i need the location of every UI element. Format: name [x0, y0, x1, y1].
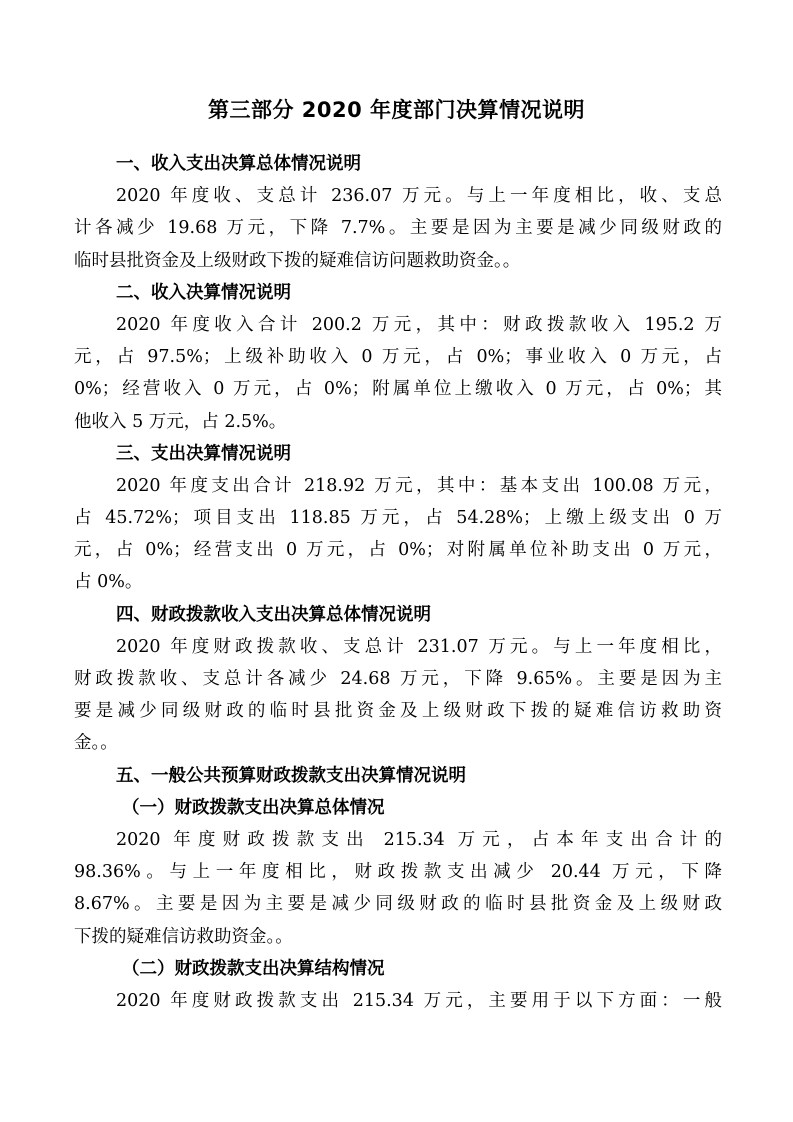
paragraph-line: 2020 年度收、支总计 236.07 万元。与上一年度相比，收、支总	[116, 186, 722, 207]
paragraph-line: 他收入 5 万元，占 2.5%。	[74, 411, 287, 432]
paragraph-line: 8.67%。主要是因为主要是减少同级财政的临时县批资金及上级财政	[74, 894, 722, 915]
paragraph-line: 占 45.72%；项目支出 118.85 万元，占 54.28%；上缴上级支出 0 万	[74, 508, 722, 529]
paragraph-line: 2020 年度财政拨款支出 215.34 万元，主要用于以下方面：一般	[116, 990, 722, 1011]
paragraph-line: 占 0%。	[74, 572, 143, 593]
paragraph-line: 2020 年度财政拨款支出 215.34 万元，占本年支出合计的	[116, 829, 722, 850]
paragraph-line: 2020 年度支出合计 218.92 万元，其中：基本支出 100.08 万元，	[116, 475, 722, 496]
paragraph-line: 2020 年度财政拨款收、支总计 231.07 万元。与上一年度相比，	[116, 636, 722, 657]
paragraph-line: 98.36%。与上一年度相比，财政拨款支出减少 20.44 万元，下降	[74, 862, 722, 883]
paragraph-line: 临时县批资金及上级财政下拨的疑难信访问题救助资金。。	[74, 250, 521, 271]
paragraph-line: 下拨的疑难信访救助资金。。	[74, 926, 293, 947]
section-heading: 五、一般公共预算财政拨款支出决算情况说明	[116, 765, 466, 786]
document-body	[74, 148, 722, 1017]
paragraph-line: 要是减少同级财政的临时县批资金及上级财政下拨的疑难信访救助资	[74, 701, 722, 722]
section-heading: 四、财政拨款收入支出决算总体情况说明	[116, 604, 431, 625]
paragraph-line: 财政拨款收、支总计各减少 24.68 万元，下降 9.65%。主要是因为主	[74, 669, 722, 689]
paragraph-line: 元，占 0%；经营支出 0 万元，占 0%；对附属单位补助支出 0 万元，	[74, 540, 722, 561]
section-heading: 二、收入决算情况说明	[116, 282, 291, 303]
paragraph-line: 计各减少 19.68 万元，下降 7.7%。主要是因为主要是减少同级财政的	[74, 218, 722, 239]
subsection-heading: （二）财政拨款支出决算结构情况	[122, 958, 385, 979]
paragraph-line: 2020 年度收入合计 200.2 万元，其中：财政拨款收入 195.2 万	[116, 314, 722, 335]
paragraph-line: 0%；经营收入 0 万元，占 0%；附属单位上缴收入 0 万元，占 0%；其	[74, 379, 722, 400]
section-heading: 三、支出决算情况说明	[116, 443, 291, 464]
subsection-heading: （一）财政拨款支出决算总体情况	[122, 797, 385, 818]
paragraph-line: 元，占 97.5%；上级补助收入 0 万元，占 0%；事业收入 0 万元，占	[74, 347, 722, 368]
section-heading: 一、收入支出决算总体情况说明	[116, 154, 361, 174]
paragraph-line: 金。。	[74, 733, 118, 754]
page-title: 第三部分 2020 年度部门决算情况说明	[207, 98, 586, 122]
